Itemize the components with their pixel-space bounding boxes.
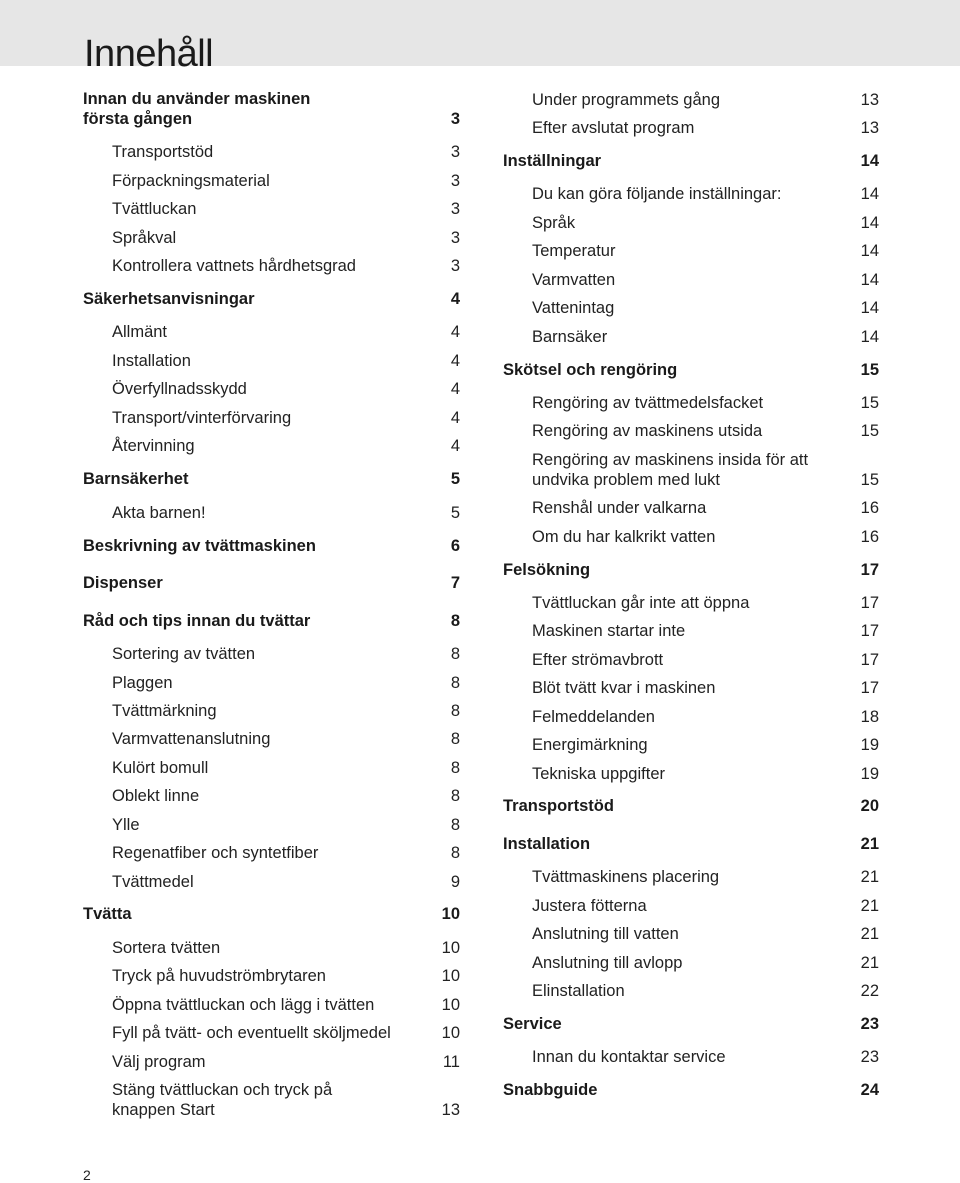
toc-subsection-entry: [503, 213, 879, 233]
toc-subsection-entry: [83, 701, 460, 721]
toc-subsection-entry: [83, 673, 460, 693]
toc-subsection-entry: [83, 995, 460, 1015]
toc-entry-page-number: 6: [450, 537, 460, 555]
toc-section-entry: [503, 151, 879, 171]
toc-entry-page-number: 4: [450, 290, 460, 308]
toc-entry-title: Efter avslutat program: [532, 119, 695, 137]
toc-subsection-entry: [503, 593, 879, 613]
toc-entry-title: Rengöring av maskinens insida för att undvika problem med lukt: [532, 451, 809, 489]
toc-entry-page-number: 4: [450, 437, 460, 455]
toc-entry-title: Renshål under valkarna: [532, 499, 707, 517]
toc-entry-page-number: 10: [441, 905, 460, 923]
toc-entry-page-number: 13: [860, 91, 879, 109]
toc-subsection-entry: [83, 1052, 460, 1072]
toc-entry-page-number: 3: [450, 172, 460, 190]
toc-entry-page-number: 8: [450, 816, 460, 834]
toc-subsection-entry: [83, 322, 460, 342]
toc-entry-title: Kulört bomull: [112, 759, 209, 777]
toc-entry-title: Vattenintag: [532, 299, 615, 317]
toc-subsection-entry: [503, 764, 879, 784]
toc-entry-page-number: 16: [860, 528, 879, 546]
toc-section-entry: [503, 360, 879, 380]
toc-entry-page-number: 4: [450, 323, 460, 341]
toc-section-entry: [83, 469, 460, 489]
toc-entry-page-number: 21: [860, 835, 879, 853]
toc-entry-title: Rengöring av maskinens utsida: [532, 422, 763, 440]
toc-entry-page-number: 8: [450, 787, 460, 805]
toc-entry-page-number: 14: [860, 299, 879, 317]
toc-subsection-entry: [83, 758, 460, 778]
toc-entry-page-number: 4: [450, 409, 460, 427]
toc-entry-page-number: 13: [441, 1101, 460, 1119]
toc-entry-title: Transport/vinterförvaring: [112, 409, 292, 427]
toc-entry-page-number: 16: [860, 499, 879, 517]
toc-entry-page-number: 14: [860, 185, 879, 203]
toc-entry-page-number: 18: [860, 708, 879, 726]
toc-entry-title: Plaggen: [112, 674, 173, 692]
toc-entry-title: Välj program: [112, 1053, 206, 1071]
toc-entry-page-number: 8: [450, 730, 460, 748]
toc-subsection-entry: [503, 298, 879, 318]
toc-entry-page-number: 23: [860, 1048, 879, 1066]
toc-entry-title: Dispenser: [83, 574, 163, 592]
toc-entry-page-number: 13: [860, 119, 879, 137]
toc-subsection-entry: [503, 450, 879, 490]
toc-entry-page-number: 21: [860, 868, 879, 886]
toc-subsection-entry: [83, 966, 460, 986]
toc-entry-title: Återvinning: [112, 437, 195, 455]
toc-section-entry: [83, 536, 460, 556]
toc-entry-title: Kontrollera vattnets hårdhetsgrad: [112, 257, 356, 275]
toc-entry-page-number: 17: [860, 679, 879, 697]
toc-subsection-entry: [503, 527, 879, 547]
toc-entry-title: Tvätta: [83, 905, 132, 923]
toc-entry-page-number: 15: [860, 361, 879, 379]
toc-entry-title: Regenatfiber och syntetfiber: [112, 844, 319, 862]
toc-entry-page-number: 5: [450, 504, 460, 522]
toc-entry-title: Språk: [532, 214, 576, 232]
toc-subsection-entry: [503, 270, 879, 290]
toc-entry-page-number: 4: [450, 380, 460, 398]
toc-entry-title: Inställningar: [503, 152, 602, 170]
toc-entry-title: Energimärkning: [532, 736, 648, 754]
toc-entry-page-number: 10: [441, 939, 460, 957]
toc-section-entry: [83, 573, 460, 593]
toc-subsection-entry: [503, 924, 879, 944]
page-number: 2: [83, 1167, 91, 1183]
toc-entry-page-number: 19: [860, 736, 879, 754]
toc-subsection-entry: [503, 1047, 879, 1067]
toc-entry-title: Felmeddelanden: [532, 708, 655, 726]
toc-entry-page-number: 3: [450, 200, 460, 218]
toc-entry-title: Service: [503, 1015, 562, 1033]
toc-subsection-entry: [83, 256, 460, 276]
toc-entry-title: Barnsäkerhet: [83, 470, 189, 488]
toc-entry-page-number: 10: [441, 996, 460, 1014]
toc-entry-page-number: 17: [860, 561, 879, 579]
toc-entry-title: Säkerhetsanvisningar: [83, 290, 255, 308]
toc-entry-title: Varmvattenanslutning: [112, 730, 271, 748]
toc-entry-page-number: 15: [860, 394, 879, 412]
toc-entry-page-number: 14: [860, 271, 879, 289]
toc-subsection-entry: [503, 184, 879, 204]
toc-entry-page-number: 4: [450, 352, 460, 370]
toc-entry-title: Allmänt: [112, 323, 168, 341]
toc-section-entry: [503, 1014, 879, 1034]
toc-entry-page-number: 3: [450, 110, 460, 128]
toc-subsection-entry: [83, 1023, 460, 1043]
toc-subsection-entry: [83, 351, 460, 371]
toc-entry-title: Tvättluckan: [112, 200, 197, 218]
toc-section-entry: [83, 289, 460, 309]
toc-subsection-entry: [83, 228, 460, 248]
toc-subsection-entry: [83, 815, 460, 835]
toc-entry-title: Tryck på huvudströmbrytaren: [112, 967, 326, 985]
toc-subsection-entry: [83, 786, 460, 806]
toc-subsection-entry: [83, 142, 460, 162]
toc-entry-title: Anslutning till avlopp: [532, 954, 683, 972]
toc-entry-page-number: 21: [860, 925, 879, 943]
toc-entry-page-number: 10: [441, 1024, 460, 1042]
toc-entry-title: Beskrivning av tvättmaskinen: [83, 537, 316, 555]
toc-subsection-entry: [503, 241, 879, 261]
toc-section-entry: [503, 560, 879, 580]
toc-entry-page-number: 24: [860, 1081, 879, 1099]
toc-entry-page-number: 8: [450, 844, 460, 862]
toc-entry-page-number: 14: [860, 152, 879, 170]
toc-subsection-entry: [83, 503, 460, 523]
toc-section-entry: [83, 611, 460, 631]
toc-entry-title: Råd och tips innan du tvättar: [83, 612, 311, 630]
toc-subsection-entry: [83, 171, 460, 191]
toc-subsection-entry: [503, 327, 879, 347]
toc-section-entry: [83, 89, 460, 129]
toc-entry-page-number: 7: [450, 574, 460, 592]
toc-entry-title: Innan du kontaktar service: [532, 1048, 726, 1066]
toc-subsection-entry: [503, 707, 879, 727]
toc-subsection-entry: [503, 981, 879, 1001]
toc-subsection-entry: [83, 843, 460, 863]
toc-entry-page-number: 17: [860, 622, 879, 640]
toc-entry-page-number: 8: [450, 612, 460, 630]
toc-entry-page-number: 5: [450, 470, 460, 488]
toc-entry-title: Språkval: [112, 229, 177, 247]
toc-entry-title: Tvättluckan går inte att öppna: [532, 594, 750, 612]
toc-entry-page-number: 14: [860, 242, 879, 260]
toc-entry-title: Blöt tvätt kvar i maskinen: [532, 679, 716, 697]
toc-subsection-entry: [83, 408, 460, 428]
toc-section-entry: [503, 1080, 879, 1100]
toc-entry-page-number: 9: [450, 873, 460, 891]
toc-entry-page-number: 8: [450, 759, 460, 777]
toc-entry-page-number: 8: [450, 702, 460, 720]
toc-entry-title: Installation: [503, 835, 591, 853]
toc-subsection-entry: [503, 421, 879, 441]
toc-entry-title: Oblekt linne: [112, 787, 200, 805]
toc-entry-page-number: 15: [860, 471, 879, 489]
toc-subsection-entry: [83, 938, 460, 958]
toc-entry-title: Varmvatten: [532, 271, 616, 289]
toc-entry-title: Transportstöd: [112, 143, 214, 161]
toc-entry-title: Ylle: [112, 816, 140, 834]
toc-subsection-entry: [83, 872, 460, 892]
toc-entry-title: Förpackningsmaterial: [112, 172, 270, 190]
toc-entry-page-number: 3: [450, 257, 460, 275]
toc-subsection-entry: [503, 90, 879, 110]
toc-subsection-entry: [503, 735, 879, 755]
toc-subsection-entry: [503, 953, 879, 973]
toc-entry-title: Tekniska uppgifter: [532, 765, 665, 783]
toc-entry-title: Snabbguide: [503, 1081, 598, 1099]
toc-entry-page-number: 14: [860, 328, 879, 346]
toc-entry-title: Felsökning: [503, 561, 591, 579]
toc-entry-title: Transportstöd: [503, 797, 614, 815]
toc-entry-title: Anslutning till vatten: [532, 925, 679, 943]
toc-section-entry: [503, 834, 879, 854]
toc-entry-page-number: 8: [450, 645, 460, 663]
toc-entry-page-number: 21: [860, 954, 879, 972]
toc-subsection-entry: [503, 393, 879, 413]
toc-section-entry: [503, 796, 879, 816]
toc-entry-page-number: 19: [860, 765, 879, 783]
toc-entry-title: Elinstallation: [532, 982, 625, 1000]
toc-entry-title: Temperatur: [532, 242, 616, 260]
toc-entry-title: Tvättmedel: [112, 873, 194, 891]
toc-subsection-entry: [83, 379, 460, 399]
toc-subsection-entry: [503, 498, 879, 518]
toc-entry-page-number: 3: [450, 143, 460, 161]
toc-entry-title: Barnsäker: [532, 328, 608, 346]
toc-entry-title: Under programmets gång: [532, 91, 721, 109]
toc-entry-title: Sortering av tvätten: [112, 645, 256, 663]
page-title: Innehåll: [84, 33, 214, 76]
toc-entry-page-number: 14: [860, 214, 879, 232]
toc-section-entry: [83, 904, 460, 924]
toc-entry-title: Innan du använder maskinen första gången: [83, 90, 311, 128]
toc-entry-page-number: 11: [442, 1053, 460, 1071]
toc-subsection-entry: [83, 1080, 460, 1120]
toc-subsection-entry: [503, 621, 879, 641]
toc-entry-page-number: 10: [441, 967, 460, 985]
toc-entry-title: Installation: [112, 352, 191, 370]
toc-entry-page-number: 22: [860, 982, 879, 1000]
toc-subsection-entry: [83, 199, 460, 219]
toc-entry-title: Öppna tvättluckan och lägg i tvätten: [112, 996, 375, 1014]
toc-entry-title: Justera fötterna: [532, 897, 647, 915]
toc-entry-page-number: 21: [860, 897, 879, 915]
toc-entry-title: Du kan göra följande inställningar:: [532, 185, 782, 203]
toc-entry-page-number: 17: [860, 594, 879, 612]
toc-entry-title: Överfyllnadsskydd: [112, 380, 247, 398]
toc-subsection-entry: [503, 118, 879, 138]
toc-entry-page-number: 3: [450, 229, 460, 247]
toc-subsection-entry: [83, 729, 460, 749]
toc-entry-title: Stäng tvättluckan och tryck på knappen Start: [112, 1081, 333, 1119]
toc-entry-page-number: 23: [860, 1015, 879, 1033]
toc-entry-title: Fyll på tvätt- och eventuellt sköljmedel: [112, 1024, 391, 1042]
toc-entry-title: Rengöring av tvättmedelsfacket: [532, 394, 764, 412]
toc-entry-title: Maskinen startar inte: [532, 622, 686, 640]
toc-entry-title: Sortera tvätten: [112, 939, 221, 957]
toc-subsection-entry: [83, 644, 460, 664]
toc-subsection-entry: [503, 650, 879, 670]
toc-entry-page-number: 15: [860, 422, 879, 440]
toc-entry-page-number: 8: [450, 674, 460, 692]
toc-subsection-entry: [503, 867, 879, 887]
toc-subsection-entry: [83, 436, 460, 456]
toc-subsection-entry: [503, 896, 879, 916]
toc-entry-title: Om du har kalkrikt vatten: [532, 528, 716, 546]
toc-entry-title: Tvättmaskinens placering: [532, 868, 720, 886]
toc-entry-title: Tvättmärkning: [112, 702, 217, 720]
toc-subsection-entry: [503, 678, 879, 698]
toc-entry-page-number: 17: [860, 651, 879, 669]
toc-entry-page-number: 20: [860, 797, 879, 815]
toc-entry-title: Akta barnen!: [112, 504, 206, 522]
toc-entry-title: Efter strömavbrott: [532, 651, 664, 669]
toc-entry-title: Skötsel och rengöring: [503, 361, 678, 379]
